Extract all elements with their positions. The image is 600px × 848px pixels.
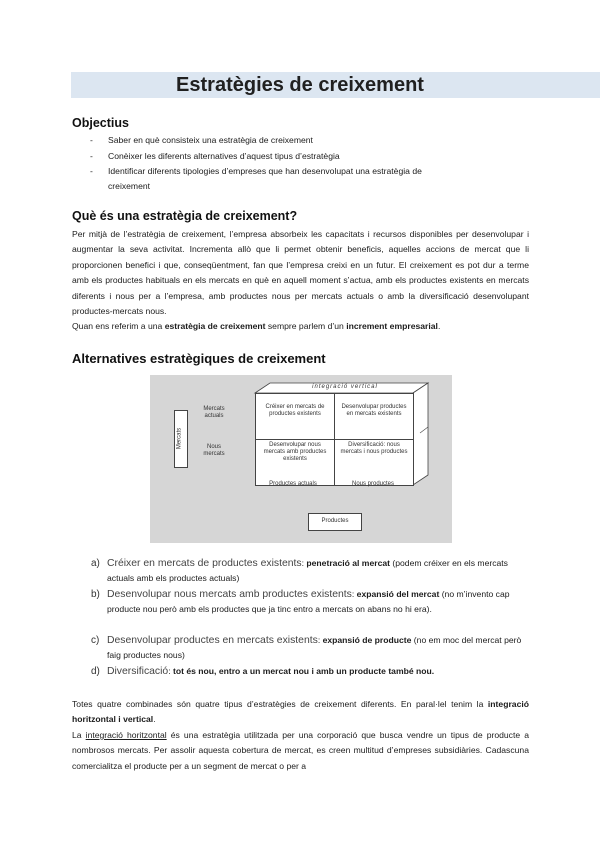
list-item: a) Créixer en mercats de productes existents: penetració al mercat (podem créixer en els mercats actuals amb els productes actuals)	[91, 558, 508, 584]
closing-paragraph-2: La integració horitzontal és una estratègia utilitzada per una corporació que busca vendre un tipus de producte a nombrosos mercats. Per assolir aquesta cobertura de mercat, es creen multitud d’empreses subsidiàries. Cadascuna comercialitza el producte per a un segment de mercat o per a	[72, 730, 530, 771]
cell-text: Diversificació: nous mercats i nous productes	[340, 442, 408, 455]
alternatives-heading: Alternatives estratègiques de creixement	[72, 351, 326, 366]
list-item: - Identificar diferents tipologies d’empreses que han desenvolupat una estratègia de creixement	[90, 166, 422, 192]
row-label-1: Mercats actuals	[203, 406, 225, 419]
objectius-heading: Objectius	[72, 116, 129, 130]
column-label-1: Productes actuals	[269, 481, 317, 487]
column-label-2: Nous productes	[351, 481, 395, 487]
list-item: - Saber en què consisteix una estratègia de creixement	[90, 135, 313, 145]
cell-text: Desenvolupar productes en mercats existents	[341, 404, 407, 417]
cell-text: Desenvolupar nous mercats amb productes existents	[263, 442, 327, 462]
page-title: Estratègies de creixement	[176, 74, 424, 96]
que-es-heading: Què és una estratègia de creixement?	[72, 209, 298, 223]
side-axis-label: Mercats	[176, 427, 183, 450]
que-es-paragraph: Per mitjà de l’estratègia de creixement, l’empresa absorbeix les capacitats i recursos disponibles per desenvolupar i augmentar la seva activitat. Incrementa allò que li permet obtenir beneficis, aquelles accions de mercat que li proporcionen benefici i que, conseqüentment, fan que l’empresa creixi en un futur. El creixement es pot dur a terme amb els productes habituals en els mercats en què en aquell moment s’actua, amb els productes existents en mercats diferents i nous per a l’empresa, amb productes nous per mercats actuals o amb la diversificació desenvolupant productes-mercats nous. Quan ens referim a una estratègia de creixement sempre parlem d’un increment empresarial.	[72, 229, 529, 332]
closing-paragraph-1: Totes quatre combinades són quatre tipus d’estratègies de creixement diferents. En paral·lel tenim la integració horitzontal i vertical.	[72, 699, 529, 725]
cell-text: Créixer en mercats de productes existents	[265, 404, 325, 417]
list-item: b) Desenvolupar nous mercats amb productes existents: expansió del mercat (no m’invento cap producte nou però amb els productes que ja tinc entro a mercats on abans no hi era).	[91, 589, 510, 615]
top-axis-label: integració vertical	[312, 384, 378, 390]
row-label-2: Nous mercats	[203, 444, 225, 457]
list-item: c) Desenvolupar productes en mercats existents: expansió de producte (no em moc del mercat però faig productes nous)	[91, 635, 522, 661]
list-item: d) Diversificació: tot és nou, entro a un mercat nou i amb un producte també nou.	[91, 666, 435, 677]
bottom-axis-label: Productes	[321, 518, 349, 524]
list-item: - Conèixer les diferents alternatives d’aquest tipus d’estratègia	[90, 151, 340, 161]
growth-matrix-figure	[150, 375, 452, 543]
